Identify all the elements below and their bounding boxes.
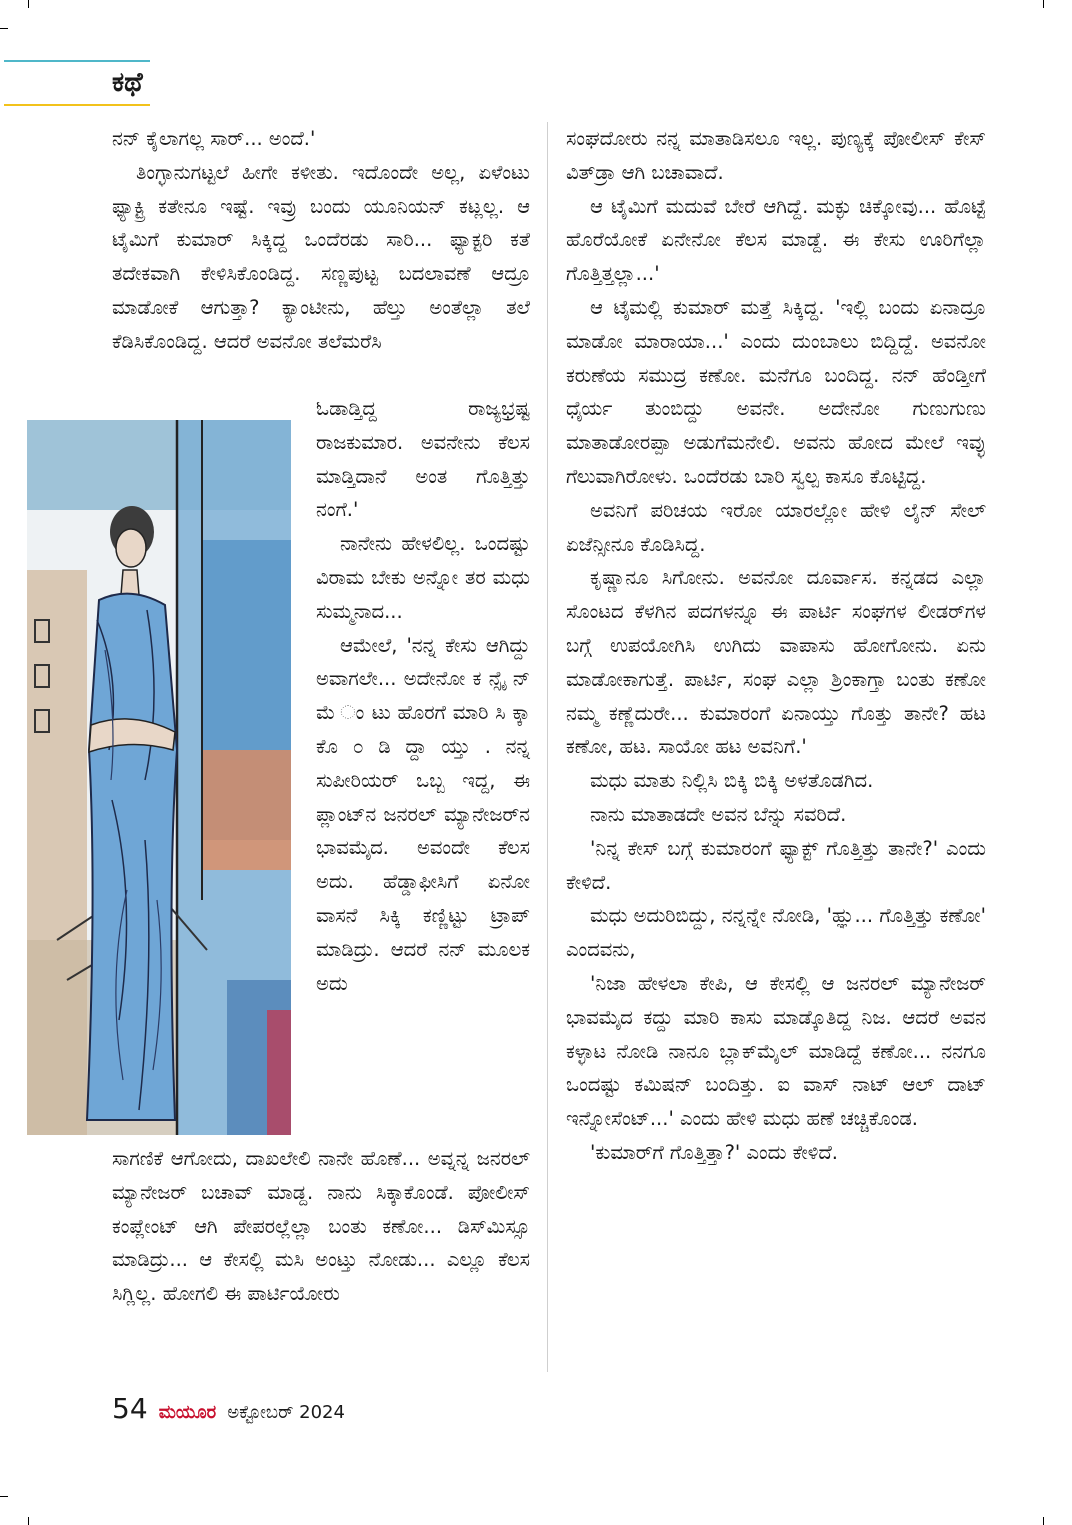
paragraph: ನನ್ ಕೈಲಾಗಲ್ಲ ಸಾರ್... ಅಂದೆ.' (112, 127, 316, 150)
section-rule-bottom (4, 104, 150, 106)
paragraph: ನಾನೇನು ಹೇಳಲಿಲ್ಲ. ಒಂದಷ್ಟು ವಿರಾಮ ಬೇಕು ಅನ್ನೋ ತರ ಮಧು ಸುಮ್ಮನಾದ... (316, 532, 530, 623)
left-column-top (112, 122, 530, 359)
paragraph: 'ಕುಮಾರ್‌ಗೆ ಗೊತ್ತಿತ್ತಾ?' ಎಂದು ಕೇಳಿದೆ. (590, 1140, 839, 1164)
section-title: ಕಥೆ (112, 67, 143, 98)
paragraph: ಕೃಷ್ಣಾನೂ ಸಿಗೋನು. ಅವನೋ ದೂರ್ವಾಸ. ಕನ್ನಡದ ಎಲ್ಲಾ ಸೊಂಟದ ಕೆಳಗಿನ ಪದಗಳನ್ನೂ ಈ ಪಾರ್ಟಿ ಸಂಘಗಳ ಲೀಡರ್‌ಗಳ ಬಗ್ಗೆ ಉಪಯೋಗಿಸಿ ಉಗಿದು ವಾಪಾಸು ಹೋಗೋನು. ಏನು ಮಾಡೋಕಾಗುತ್ತೆ. ಪಾರ್ಟಿ, ಸಂಘ ಎಲ್ಲಾ ಶ್ರಿಂಕಾಗ್ತಾ ಬಂತು ಕಣೋ ನಮ್ಮ ಕಣ್ಣೆದುರೇ... ಕುಮಾರಂಗೆ ಏನಾಯ್ತು ಗೊತ್ತು ತಾನೇ? ಹಟ ಕಣೋ, ಹಟ. ಸಾಯೋ ಹಟ ಅವನಿಗೆ.' (566, 566, 986, 759)
section-rule-top (4, 60, 150, 62)
column-divider (547, 122, 548, 1372)
paragraph: ತಿಂಗ್ಳಾನುಗಟ್ಟಲೆ ಹೀಗೇ ಕಳೀತು. ಇದೊಂದೇ ಅಲ್ಲ, ಏಳೆಂಟು ಫ್ಯಾಕ್ಟ್ರಿ ಕತೇನೂ ಇಷ್ಟೆ. ಇವ್ರು ಬಂದು ಯೂನಿಯನ್ ಕಟ್ಲಲ್ಲ. ಆ ಟೈಮಿಗೆ ಕುಮಾರ್ ಸಿಕ್ಕಿದ್ದ ಒಂದೆರಡು ಸಾರಿ... ಫ್ಯಾಕ್ಟರಿ ಕತೆ ತದೇಕವಾಗಿ ಕೇಳಿಸಿಕೊಂಡಿದ್ದ. ಸಣ್ಣಪುಟ್ಟ ಬದಲಾವಣೆ ಆದ್ರೂ ಮಾಡೋಕೆ ಆಗುತ್ತಾ? ಕ್ಯಾಂಟೀನು, ಹೆಲ್ತು ಅಂತೆಲ್ಲಾ ತಲೆ ಕೆಡಿಸಿಕೊಂಡಿದ್ದ. ಆದರೆ ಅವನೋ ತಲೆಮರೆಸಿ (112, 160, 530, 353)
paragraph: ಓಡಾಡ್ತಿದ್ದ ರಾಜ್ಯಭ್ರಷ್ಟ ರಾಜಕುಮಾರ. ಅವನೇನು ಕೆಲಸ ಮಾಡ್ತಿದಾನೆ ಅಂತ ಗೊತ್ತಿತ್ತು ನಂಗೆ.' (316, 397, 530, 522)
magazine-logo: ಮಯೂರ (158, 1402, 217, 1423)
paragraph: ಅವನಿಗೆ ಪರಿಚಯ ಇರೋ ಯಾರಲ್ಲೋ ಹೇಳಿ ಲೈನ್ ಸೇಲ್ ಏಜೆನ್ಸೀನೂ ಕೊಡಿಸಿದ್ದ. (566, 498, 986, 556)
crop-mark (0, 28, 8, 29)
left-column-narrow (316, 392, 530, 1000)
story-illustration (27, 420, 291, 1135)
right-column (566, 122, 986, 1170)
page-number: 54 (112, 1392, 148, 1425)
page-footer (112, 1392, 345, 1432)
paragraph: 'ನಿಜಾ ಹೇಳಲಾ ಕೇಪಿ, ಆ ಕೇಸಲ್ಲಿ ಆ ಜನರಲ್ ಮ್ಯಾನೇಜರ್ ಭಾವಮೈದ ಕದ್ದು ಮಾರಿ ಕಾಸು ಮಾಡ್ಕೊತಿದ್ದ ನಿಜ. ಆದರೆ ಅವನ ಕಳ್ಳಾಟ ನೋಡಿ ನಾನೂ ಬ್ಲಾಕ್‌ಮೈಲ್ ಮಾಡಿದ್ದೆ ಕಣೋ... ನನಗೂ ಒಂದಷ್ಟು ಕಮಿಷನ್ ಬಂದಿತ್ತು. ಐ ವಾಸ್ ನಾಟ್ ಆಲ್ ದಾಟ್ ಇನ್ನೋಸೆಂಟ್...' ಎಂದು ಹೇಳಿ ಮಧು ಹಣೆ ಚಚ್ಚಿಕೊಂಡ. (566, 971, 986, 1131)
issue-date: ಅಕ್ಟೋಬರ್ 2024 (227, 1402, 345, 1423)
paragraph: 'ನಿನ್ನ ಕೇಸ್ ಬಗ್ಗೆ ಕುಮಾರಂಗೆ ಫ್ಯಾಕ್ಟ್ ಗೊತ್ತಿತ್ತು ತಾನೇ?' ಎಂದು ಕೇಳಿದೆ. (566, 836, 986, 894)
paragraph: ಆಮೇಲೆ, 'ನನ್ನ ಕೇಸು ಆಗಿದ್ದು ಅವಾಗಲೇ... ಅದೇನೋ ಕ ನ್ಸೈ ನ್ ಮೆ ಂ ಟು ಹೊರಗೆ ಮಾರಿ ಸಿ ಕ್ಕಾ ಕೊ ೦ ಡಿ ದ್ದಾ ಯ್ತು . ನನ್ನ ಸುಪೀರಿಯರ್ ಒಬ್ಬ ಇದ್ದ, ಈ ಪ್ಲಾಂಟ್‌ನ ಜನರಲ್ ಮ್ಯಾನೇಜರ್‌ನ ಭಾವಮೈದ. ಅವಂದೇ ಕೆಲಸ ಅದು. ಹೆಡ್ಡಾಫೀಸಿಗೆ ಏನೋ ವಾಸನೆ ಸಿಕ್ಕಿ ಕಣ್ಣಿಟ್ಟು ಟ್ರಾಪ್ ಮಾಡಿದ್ರು. ಆದರೆ ನನ್ ಮೂಲಕ ಅದು (316, 633, 530, 995)
crop-mark (28, 0, 29, 8)
crop-mark (1043, 0, 1044, 8)
crop-mark (28, 1517, 29, 1525)
crop-mark (1043, 1517, 1044, 1525)
paragraph: ಆ ಟೈಮಲ್ಲಿ ಕುಮಾರ್ ಮತ್ತೆ ಸಿಕ್ಕಿದ್ದ. 'ಇಲ್ಲಿ ಬಂದು ಏನಾದ್ರೂ ಮಾಡೋ ಮಾರಾಯಾ...' ಎಂದು ದುಂಬಾಲು ಬಿದ್ದಿದ್ದೆ. ಅವನೋ ಕರುಣೆಯ ಸಮುದ್ರ ಕಣೋ. ಮನೆಗೂ ಬಂದಿದ್ದ. ನನ್ ಹೆಂಡ್ತೀಗೆ ಧೈರ್ಯ ತುಂಬಿದ್ದು ಅವನೇ. ಅದೇನೋ ಗುಣುಗುಣು ಮಾತಾಡೋರಪ್ಪಾ ಅಡುಗೆಮನೇಲಿ. ಅವನು ಹೋದ ಮೇಲೆ ಇವ್ಳು ಗೆಲುವಾಗಿರೋಳು. ಒಂದೆರಡು ಬಾರಿ ಸ್ವಲ್ಪ ಕಾಸೂ ಕೊಟ್ಟಿದ್ದ. (566, 295, 986, 488)
paragraph: ಮಧು ಅದುರಿಬಿದ್ದು, ನನ್ನನ್ನೇ ನೋಡಿ, 'ಹ್ಞು... ಗೊತ್ತಿತ್ತು ಕಣೋ' ಎಂದವನು, (566, 904, 986, 962)
left-column-bottom (112, 1142, 530, 1311)
paragraph: ಆ ಟೈಮಿಗೆ ಮದುವೆ ಬೇರೆ ಆಗಿದ್ದೆ. ಮಕ್ಳು ಚಿಕ್ಕೋವು... ಹೊಟ್ಟೆ ಹೊರೆಯೋಕೆ ಏನೇನೋ ಕೆಲಸ ಮಾಡ್ದೆ. ಈ ಕೇಸು ಊರಿಗೆಲ್ಲಾ ಗೊತ್ತಿತ್ತಲ್ಲಾ...' (566, 194, 986, 286)
paragraph: ಸಂಘದೋರು ನನ್ನ ಮಾತಾಡಿಸಲೂ ಇಲ್ಲ. ಪುಣ್ಯಕ್ಕೆ ಪೋಲೀಸ್ ಕೇಸ್ ವಿತ್‌ಡ್ರಾ ಆಗಿ ಬಚಾವಾದೆ. (566, 127, 986, 184)
crop-mark (0, 1496, 8, 1497)
paragraph: ಮಧು ಮಾತು ನಿಲ್ಲಿಸಿ ಬಿಕ್ಕಿ ಬಿಕ್ಕಿ ಅಳತೊಡಗಿದ. (590, 769, 874, 793)
paragraph: ನಾನು ಮಾತಾಡದೇ ಅವನ ಬೆನ್ನು ಸವರಿದೆ. (590, 802, 847, 826)
paragraph: ಸಾಗಣಿಕೆ ಆಗೋದು, ದಾಖಲೇಲಿ ನಾನೇ ಹೊಣೆ... ಅವ್ನನ್ನ ಜನರಲ್ ಮ್ಯಾನೇಜರ್ ಬಚಾವ್ ಮಾಡ್ದ. ನಾನು ಸಿಕ್ಕಾಕೊಂಡೆ. ಪೋಲೀಸ್ ಕಂಪ್ಲೇಂಟ್ ಆಗಿ ಪೇಪರಲ್ಲೆಲ್ಲಾ ಬಂತು ಕಣೋ... ಡಿಸ್‌ಮಿಸ್ಸೂ ಮಾಡಿದ್ರು... ಆ ಕೇಸಲ್ಲಿ ಮಸಿ ಅಂಟ್ತು ನೋಡು... ಎಲ್ಲೂ ಕೆಲಸ ಸಿಗ್ಲಿಲ್ಲ. ಹೋಗಲಿ ಈ ಪಾರ್ಟಿಯೋರು (112, 1147, 530, 1306)
